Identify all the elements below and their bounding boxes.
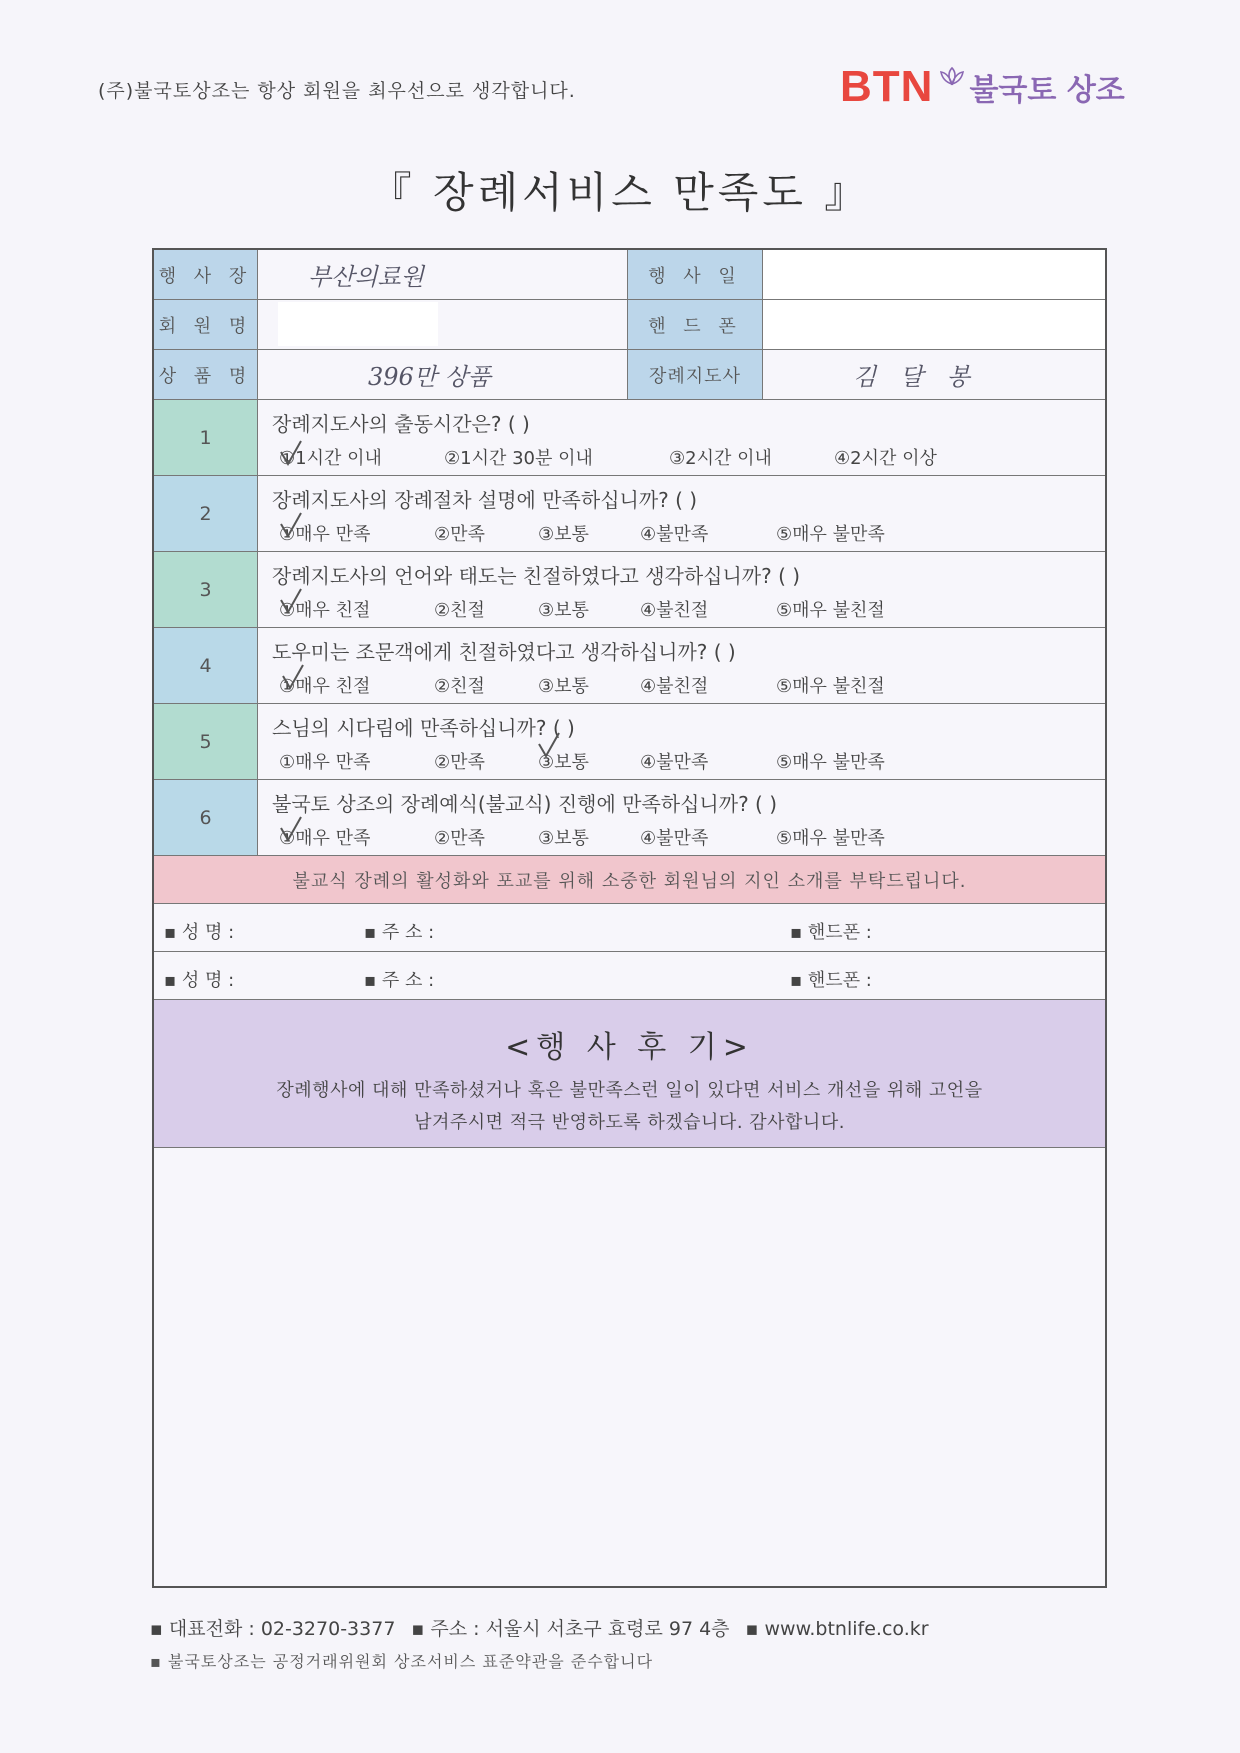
director-field[interactable]	[763, 350, 1105, 399]
question-row-4	[154, 628, 1105, 704]
option-5[interactable]: ⑤매우 불친절	[776, 600, 885, 621]
logo-company-name: 불국토 상조	[969, 73, 1125, 108]
option-1[interactable]: ①매우 만족	[279, 752, 371, 773]
info-row-member	[154, 300, 1105, 350]
option-4[interactable]: ④불친절	[640, 676, 709, 697]
question-row-6	[154, 780, 1105, 856]
review-description-line1: 장례행사에 대해 만족하셨거나 혹은 불만족스런 일이 있다면 서비스 개선을 위해 고언을	[276, 1080, 983, 1101]
phone-field-redacted[interactable]	[763, 300, 1105, 349]
member-field[interactable]	[258, 300, 628, 349]
question-number: 3	[154, 552, 258, 627]
option-4[interactable]: ④불친절	[640, 600, 709, 621]
question-text: 장례지도사의 장례절차 설명에 만족하십니까? ( )	[272, 488, 698, 512]
checkmark-icon	[280, 662, 306, 692]
question-row-2	[154, 476, 1105, 552]
referral-phone-label[interactable]: ▪ 핸드폰 :	[790, 970, 872, 991]
product-field[interactable]	[258, 350, 628, 399]
referral-row-1	[154, 904, 1105, 952]
checkmark-icon	[278, 586, 304, 616]
referral-phone-label[interactable]: ▪ 핸드폰 :	[790, 922, 872, 943]
venue-label: 행 사 장	[154, 250, 258, 299]
checkmark-icon	[278, 438, 304, 468]
option-4[interactable]: ④2시간 이상	[834, 448, 937, 469]
option-3[interactable]: ③보통	[538, 676, 589, 697]
option-2[interactable]: ②만족	[434, 524, 485, 545]
question-number: 5	[154, 704, 258, 779]
date-label: 행 사 일	[628, 250, 763, 299]
option-1[interactable]: ①매우 만족	[279, 524, 371, 545]
question-options	[154, 748, 1105, 774]
question-text: 도우미는 조문객에게 친절하였다고 생각하십니까? ( )	[272, 640, 736, 664]
director-value: 김 달 봉	[853, 363, 978, 391]
option-1[interactable]: ①매우 친절	[279, 600, 371, 621]
logo-btn-text: BTN	[840, 62, 934, 111]
option-5[interactable]: ⑤매우 불만족	[776, 524, 885, 545]
option-5[interactable]: ⑤매우 불친절	[776, 676, 885, 697]
option-1[interactable]: ①매우 만족	[279, 828, 371, 849]
question-text: 장례지도사의 출동시간은? ( )	[272, 412, 530, 436]
question-text: 불국토 상조의 장례예식(불교식) 진행에 만족하십니까? ( )	[272, 792, 778, 816]
footer-address: ▪ 주소 : 서울시 서초구 효령로 97 4층	[411, 1618, 730, 1640]
referral-address-label[interactable]: ▪ 주 소 :	[364, 970, 435, 991]
review-textarea[interactable]	[154, 1148, 1105, 1586]
question-text: 스님의 시다림에 만족하십니까? ( )	[272, 716, 575, 740]
header-tagline: (주)불국토상조는 항상 회원을 최우선으로 생각합니다.	[98, 80, 576, 102]
option-3[interactable]: ③2시간 이내	[669, 448, 772, 469]
referral-address-label[interactable]: ▪ 주 소 :	[364, 922, 435, 943]
footer-phone: ▪ 대표전화 : 02-3270-3377	[150, 1618, 396, 1640]
checkmark-icon	[536, 730, 562, 760]
option-4[interactable]: ④불만족	[640, 524, 709, 545]
review-title: <행 사 후 기>	[505, 1030, 754, 1065]
option-3[interactable]: ③보통	[538, 524, 589, 545]
question-row-1	[154, 400, 1105, 476]
referral-banner: 불교식 장례의 활성화와 포교를 위해 소중한 회원님의 지인 소개를 부탁드립니다.	[154, 856, 1105, 904]
option-3[interactable]: ③보통	[538, 828, 589, 849]
member-name-redacted	[278, 302, 438, 346]
checkmark-icon	[278, 510, 304, 540]
member-label: 회 원 명	[154, 300, 258, 349]
referral-row-2	[154, 952, 1105, 1000]
question-row-3	[154, 552, 1105, 628]
review-description-line2: 남겨주시면 적극 반영하도록 하겠습니다. 감사합니다.	[414, 1112, 845, 1133]
option-2[interactable]: ②친절	[434, 676, 485, 697]
option-2[interactable]: ②친절	[434, 600, 485, 621]
info-row-venue	[154, 250, 1105, 300]
option-3[interactable]: ③보통	[538, 752, 589, 773]
option-2[interactable]: ②만족	[434, 752, 485, 773]
question-number: 2	[154, 476, 258, 551]
option-3[interactable]: ③보통	[538, 600, 589, 621]
option-2[interactable]: ②1시간 30분 이내	[444, 448, 593, 469]
footer-contact	[150, 1614, 939, 1641]
question-number: 4	[154, 628, 258, 703]
lotus-icon	[939, 66, 965, 86]
director-label: 장례지도사	[628, 350, 763, 399]
option-1[interactable]: ①매우 친절	[279, 676, 371, 697]
product-label: 상 품 명	[154, 350, 258, 399]
question-text: 장례지도사의 언어와 태도는 친절하였다고 생각하십니까? ( )	[272, 564, 801, 588]
question-number: 6	[154, 780, 258, 855]
footer-note: ▪ 불국토상조는 공정거래위원회 상조서비스 표준약관을 준수합니다	[150, 1652, 654, 1671]
option-5[interactable]: ⑤매우 불만족	[776, 752, 885, 773]
referral-name-label[interactable]: ▪ 성 명 :	[164, 970, 235, 991]
question-number: 1	[154, 400, 258, 475]
info-row-product	[154, 350, 1105, 400]
option-1[interactable]: ①1시간 이내	[279, 448, 382, 469]
venue-field[interactable]	[258, 250, 628, 299]
referral-name-label[interactable]: ▪ 성 명 :	[164, 922, 235, 943]
checkmark-icon	[278, 814, 304, 844]
option-4[interactable]: ④불만족	[640, 752, 709, 773]
option-5[interactable]: ⑤매우 불만족	[776, 828, 885, 849]
date-field-redacted[interactable]	[763, 250, 1105, 299]
company-logo	[840, 62, 1125, 112]
venue-value: 부산의료원	[308, 263, 424, 291]
phone-label: 핸 드 폰	[628, 300, 763, 349]
product-value: 396만 상품	[368, 363, 491, 391]
page-title: 『 장례서비스 만족도 』	[369, 168, 871, 217]
review-header	[154, 1000, 1105, 1148]
option-4[interactable]: ④불만족	[640, 828, 709, 849]
survey-form	[152, 248, 1107, 1588]
option-2[interactable]: ②만족	[434, 828, 485, 849]
footer-website[interactable]: ▪ www.btnlife.co.kr	[745, 1618, 929, 1640]
question-row-5	[154, 704, 1105, 780]
